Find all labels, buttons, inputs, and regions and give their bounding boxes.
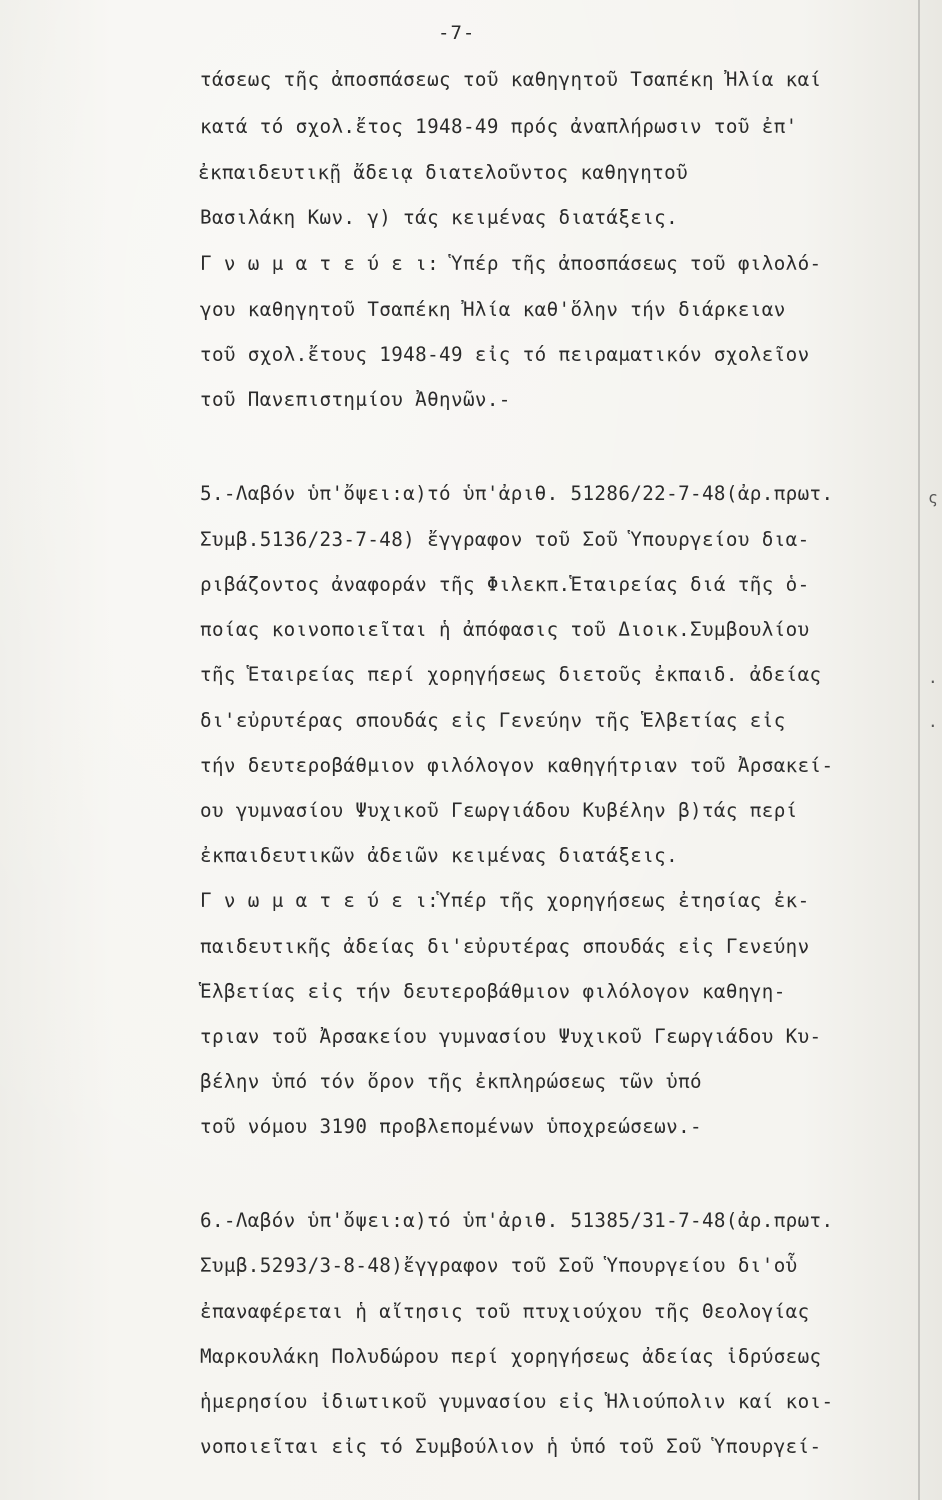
text-line-17: ἐκπαιδευτικῶν ἀδειῶν κειμένας διατάξεις.: [200, 844, 679, 867]
text-line-13: τῆς Ἑταιρείας περί χορηγήσεως διετοῦς ἐκπαιδ. ἀδείας: [200, 663, 822, 686]
text-line-5: Γ ν ω μ α τ ε ύ ε ι: Ὑπέρ τῆς ἀποσπάσεως τοῦ φιλολό-: [200, 252, 822, 275]
text-line-12: ποίας κοινοποιεῖται ἡ ἀπόφασις τοῦ Διοικ.Συμβουλίου: [200, 618, 810, 641]
text-line-28: ἡμερησίου ἰδιωτικοῦ γυμνασίου εἰς Ἡλιούπολιν καί κοι-: [200, 1390, 834, 1413]
text-line-19: παιδευτικῆς ἀδείας δι'εὐρυτέρας σπουδάς εἰς Γενεύην: [200, 935, 810, 958]
text-line-14: δι'εὐρυτέρας σπουδάς εἰς Γενεύην τῆς Ἑλβετίας εἰς: [200, 709, 786, 732]
text-line-8: τοῦ Πανεπιστημίου Ἀθηνῶν.-: [200, 388, 511, 411]
text-line-7: τοῦ σχολ.ἔτους 1948-49 εἰς τό πειραματικόν σχολεῖον: [200, 343, 810, 366]
text-line-27: Μαρκουλάκη Πολυδώρου περί χορηγήσεως ἀδείας ἱδρύσεως: [200, 1345, 822, 1368]
text-line-22: βέλην ὑπό τόν ὅρον τῆς ἐκπληρώσεως τῶν ὑπό: [200, 1070, 702, 1093]
text-line-24: 6.-Λαβόν ὑπ'ὄψει:α)τό ὑπ'ἀριθ. 51385/31-7-48(ἀρ.πρωτ.: [200, 1209, 834, 1232]
text-line-1: τάσεως τῆς ἀποσπάσεως τοῦ καθηγητοῦ Τσαπέκη Ἠλία καί: [200, 68, 822, 91]
text-line-23: τοῦ νόμου 3190 προβλεπομένων ὑποχρεώσεων.-: [200, 1115, 702, 1138]
text-line-4: Βασιλάκη Κων. γ) τάς κειμένας διατάξεις.: [200, 206, 679, 229]
margin-mark-3: .: [928, 712, 938, 731]
page-edge-line: [918, 0, 920, 1500]
text-line-26: ἐπαναφέρεται ἡ αἴτησις τοῦ πτυχιούχου τῆς Θεολογίας: [200, 1300, 810, 1323]
text-line-9: 5.-Λαβόν ὑπ'ὄψει:α)τό ὑπ'ἀριθ. 51286/22-7-48(ἀρ.πρωτ.: [200, 482, 834, 505]
text-line-10: Συμβ.5136/23-7-48) ἔγγραφον τοῦ Σοῦ Ὑπουργείου δια-: [200, 528, 810, 551]
text-line-15: τήν δευτεροβάθμιον φιλόλογον καθηγήτριαν τοῦ Ἀρσακεί-: [200, 754, 834, 777]
text-line-16: ου γυμνασίου Ψυχικοῦ Γεωργιάδου Κυβέλην β)τάς περί: [200, 799, 798, 822]
text-line-25: Συμβ.5293/3-8-48)ἔγγραφον τοῦ Σοῦ Ὑπουργείου δι'οὗ: [200, 1254, 798, 1277]
text-line-20: Ἑλβετίας εἰς τήν δευτεροβάθμιον φιλόλογον καθηγη-: [200, 980, 786, 1003]
page-number: -7-: [438, 22, 476, 44]
margin-mark-2: .: [928, 668, 938, 687]
text-line-2: κατά τό σχολ.ἔτος 1948-49 πρός ἀναπλήρωσιν τοῦ ἐπ': [200, 115, 798, 138]
text-line-18: Γ ν ω μ α τ ε ύ ε ι:Ὑπέρ τῆς χορηγήσεως ἐτησίας ἐκ-: [200, 889, 810, 912]
text-line-6: γου καθηγητοῦ Τσαπέκη Ἠλία καθ'ὅλην τήν διάρκειαν: [200, 298, 786, 321]
text-line-29: νοποιεῖται εἰς τό Συμβούλιον ἡ ὑπό τοῦ Σοῦ Ὑπουργεί-: [200, 1435, 822, 1458]
margin-mark-1: ς: [928, 488, 938, 507]
text-line-11: ριβάζοντος ἀναφοράν τῆς Φιλεκπ.Ἑταιρείας διά τῆς ὁ-: [200, 573, 810, 596]
text-line-3: ἐκπαιδευτικῇ ἄδειᾳ διατελοῦντος καθηγητοῦ: [198, 161, 689, 184]
text-line-21: τριαν τοῦ Ἀρσακείου γυμνασίου Ψυχικοῦ Γεωργιάδου Κυ-: [200, 1025, 822, 1048]
